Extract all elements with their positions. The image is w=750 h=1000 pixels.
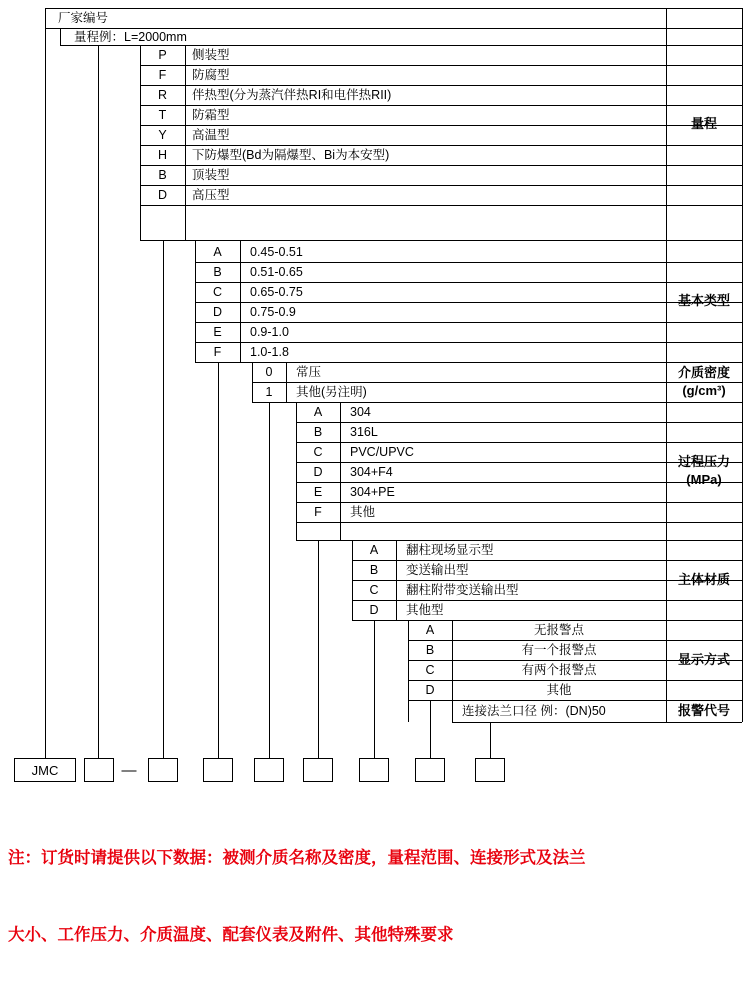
alarm-code-0 xyxy=(408,620,452,640)
desc-text: 常压 xyxy=(296,364,322,379)
code-box-material[interactable] xyxy=(303,758,333,782)
desc-text: 304+PE xyxy=(350,484,395,499)
display-desc-0 xyxy=(406,540,660,560)
code-box-flange[interactable] xyxy=(475,758,505,782)
desc-text: 高温型 xyxy=(192,127,230,142)
code-separator-dash xyxy=(116,758,142,782)
material-desc-3 xyxy=(350,462,660,482)
grid-line xyxy=(185,45,186,240)
display-desc-2 xyxy=(406,580,660,600)
desc-text: 304+F4 xyxy=(350,464,393,479)
code-box-basic-type[interactable] xyxy=(148,758,178,782)
right-label-alarm xyxy=(666,700,742,722)
pressure-desc-0 xyxy=(296,362,660,382)
right-label-alarm-text: 报警代号 xyxy=(677,703,730,719)
code-box-jmc[interactable] xyxy=(14,758,76,782)
header-range-example-label: 量程例：L=2000mm xyxy=(74,29,187,44)
desc-text: 翻柱附带变送输出型 xyxy=(406,582,519,597)
basic-type-desc-3 xyxy=(192,105,662,125)
basic-type-code-2 xyxy=(140,85,185,105)
code-text: 1 xyxy=(265,384,273,399)
material-desc-5 xyxy=(350,502,660,522)
desc-text: 304 xyxy=(350,404,371,419)
code-separator-text: — xyxy=(121,761,137,779)
code-text: D xyxy=(212,304,223,319)
alarm-desc-3 xyxy=(452,680,666,700)
code-text: A xyxy=(425,622,435,637)
order-note-line-2: 大小、工作压力、介质温度、配套仪表及附件、其他特殊要求 xyxy=(8,925,454,944)
desc-text: 侧装型 xyxy=(192,47,230,62)
basic-type-code-4 xyxy=(140,125,185,145)
density-desc-4 xyxy=(250,322,660,342)
desc-text: 其他 xyxy=(350,504,376,519)
stem-display xyxy=(374,620,375,758)
basic-type-desc-6 xyxy=(192,165,662,185)
desc-text: 1.0-1.8 xyxy=(250,344,289,359)
desc-text: 变送输出型 xyxy=(406,562,469,577)
density-desc-0 xyxy=(250,242,660,262)
basic-type-desc-7 xyxy=(192,185,662,205)
stem-alarm xyxy=(430,700,431,758)
alarm-code-1 xyxy=(408,640,452,660)
right-label-material xyxy=(666,540,742,620)
display-desc-3 xyxy=(406,600,660,620)
density-code-3 xyxy=(195,302,240,322)
density-code-5 xyxy=(195,342,240,362)
basic-type-desc-5 xyxy=(192,145,662,165)
desc-text: 0.45-0.51 xyxy=(250,244,303,259)
code-text: A xyxy=(313,404,323,419)
code-text: B xyxy=(213,264,222,279)
stem-pressure xyxy=(269,402,270,758)
basic-type-code-7 xyxy=(140,185,185,205)
desc-text: 伴热型(分为蒸汽伴热RI和电伴热RII) xyxy=(192,87,392,102)
basic-type-desc-1 xyxy=(192,65,662,85)
code-text: D xyxy=(425,682,435,697)
display-code-3 xyxy=(352,600,396,620)
right-label-density-text: 介质密度 xyxy=(677,365,730,381)
desc-text: 0.51-0.65 xyxy=(250,264,303,279)
right-label-display-text: 显示方式 xyxy=(677,652,730,668)
stem-material xyxy=(318,540,319,758)
desc-text: 防腐型 xyxy=(192,67,230,82)
alarm-desc-2 xyxy=(452,660,666,680)
right-label-pressure-unit: (MPa) xyxy=(686,472,722,487)
code-text: C xyxy=(313,444,323,459)
header-manufacturer-number xyxy=(52,9,108,28)
code-text: F xyxy=(314,504,322,519)
code-text: E xyxy=(313,484,323,499)
code-box-pressure[interactable] xyxy=(254,758,284,782)
density-code-1 xyxy=(195,262,240,282)
grid-line xyxy=(140,205,742,206)
stem-range xyxy=(98,45,99,758)
grid-line xyxy=(140,240,742,241)
code-text: C xyxy=(369,582,379,597)
stem-basic-type xyxy=(163,240,164,758)
header-range-example xyxy=(68,29,187,45)
desc-text: 下防爆型(Bd为隔爆型、Bi为本安型) xyxy=(192,147,390,162)
display-code-2 xyxy=(352,580,396,600)
code-text: C xyxy=(212,284,223,299)
code-text: R xyxy=(157,87,168,102)
basic-type-code-0 xyxy=(140,45,185,65)
material-code-0 xyxy=(296,402,340,422)
desc-text: 有两个报警点 xyxy=(521,662,597,677)
basic-type-desc-2 xyxy=(192,85,662,105)
alarm-desc-1 xyxy=(452,640,666,660)
right-label-basic-type xyxy=(666,240,742,362)
desc-text: 0.75-0.9 xyxy=(250,304,296,319)
basic-type-code-6 xyxy=(140,165,185,185)
material-code-3 xyxy=(296,462,340,482)
code-text: B xyxy=(313,424,323,439)
grid-line xyxy=(340,402,341,540)
display-code-1 xyxy=(352,560,396,580)
code-text: T xyxy=(158,107,167,122)
material-code-2 xyxy=(296,442,340,462)
basic-type-desc-0 xyxy=(192,45,662,65)
code-box-jmc-label: JMC xyxy=(31,762,59,778)
desc-text: 翻柱现场显示型 xyxy=(406,542,494,557)
order-note-line-1: 注：订货时请提供以下数据：被测介质名称及密度，量程范围、连接形式及法兰 xyxy=(8,849,586,868)
display-desc-1 xyxy=(406,560,660,580)
right-label-range-text: 量程 xyxy=(690,116,717,132)
density-code-0 xyxy=(195,242,240,262)
code-text: P xyxy=(158,47,167,62)
desc-text: 其他 xyxy=(546,682,572,697)
right-label-pressure-text: 过程压力 xyxy=(677,454,730,470)
alarm-desc-0 xyxy=(452,620,666,640)
pressure-desc-1 xyxy=(296,382,660,402)
code-text: A xyxy=(213,244,222,259)
code-text: D xyxy=(369,602,379,617)
code-box-range[interactable] xyxy=(84,758,114,782)
right-label-density-unit: (g/cm³) xyxy=(682,383,726,398)
desc-text: PVC/UPVC xyxy=(350,444,414,459)
order-note xyxy=(8,795,748,1000)
code-text: B xyxy=(425,642,435,657)
desc-text: 无报警点 xyxy=(533,622,584,637)
grid-line xyxy=(240,240,241,362)
material-desc-0 xyxy=(350,402,660,422)
density-code-2 xyxy=(195,282,240,302)
grid-line xyxy=(396,540,397,620)
right-label-display xyxy=(666,620,742,700)
material-code-5 xyxy=(296,502,340,522)
code-text: 0 xyxy=(265,364,273,379)
right-label-range xyxy=(666,8,742,240)
desc-text: 0.65-0.75 xyxy=(250,284,303,299)
desc-text: 其他型 xyxy=(406,602,444,617)
code-text: A xyxy=(369,542,379,557)
density-desc-3 xyxy=(250,302,660,322)
code-text: B xyxy=(158,167,167,182)
alarm-code-3 xyxy=(408,680,452,700)
right-label-density xyxy=(666,362,742,402)
header-manufacturer-number-label: 厂家编号 xyxy=(58,11,109,26)
desc-text: 0.9-1.0 xyxy=(250,324,289,339)
material-code-1 xyxy=(296,422,340,442)
right-label-material-text: 主体材质 xyxy=(677,572,730,588)
grid-line xyxy=(45,8,742,9)
desc-text: 其他(另注明) xyxy=(296,384,367,399)
code-text: D xyxy=(313,464,323,479)
code-text: B xyxy=(369,562,379,577)
desc-text: 顶装型 xyxy=(192,167,230,182)
stem-flange xyxy=(490,722,491,758)
material-code-4 xyxy=(296,482,340,502)
grid-line xyxy=(742,8,743,722)
alarm-code-2 xyxy=(408,660,452,680)
code-text: H xyxy=(157,147,168,162)
basic-type-code-1 xyxy=(140,65,185,85)
display-code-0 xyxy=(352,540,396,560)
stem-manufacturer xyxy=(45,28,46,758)
material-desc-4 xyxy=(350,482,660,502)
grid-line xyxy=(45,8,46,28)
basic-type-code-3 xyxy=(140,105,185,125)
material-desc-1 xyxy=(350,422,660,442)
density-desc-1 xyxy=(250,262,660,282)
grid-line xyxy=(60,28,61,45)
desc-text: 316L xyxy=(350,424,378,439)
code-text: C xyxy=(425,662,435,677)
code-text: Y xyxy=(158,127,167,142)
density-code-4 xyxy=(195,322,240,342)
desc-text: 防霜型 xyxy=(192,107,230,122)
right-label-basic-type-text: 基本类型 xyxy=(677,293,730,309)
pressure-code-1 xyxy=(252,382,286,402)
basic-type-desc-4 xyxy=(192,125,662,145)
flange-desc-0 xyxy=(462,700,662,722)
grid-line xyxy=(666,722,742,723)
density-desc-5 xyxy=(250,342,660,362)
desc-text: 有一个报警点 xyxy=(521,642,597,657)
code-box-display[interactable] xyxy=(359,758,389,782)
basic-type-code-5 xyxy=(140,145,185,165)
code-text: F xyxy=(213,344,222,359)
density-desc-2 xyxy=(250,282,660,302)
desc-text: 连接法兰口径 例：(DN)50 xyxy=(462,703,606,718)
grid-line xyxy=(286,362,287,402)
desc-text: 高压型 xyxy=(192,187,230,202)
code-text: E xyxy=(213,324,222,339)
material-desc-2 xyxy=(350,442,660,462)
code-text: D xyxy=(157,187,168,202)
pressure-code-0 xyxy=(252,362,286,382)
stem-density xyxy=(218,362,219,758)
code-text: F xyxy=(158,67,167,82)
right-label-pressure xyxy=(666,402,742,540)
code-box-density[interactable] xyxy=(203,758,233,782)
code-box-alarm[interactable] xyxy=(415,758,445,782)
